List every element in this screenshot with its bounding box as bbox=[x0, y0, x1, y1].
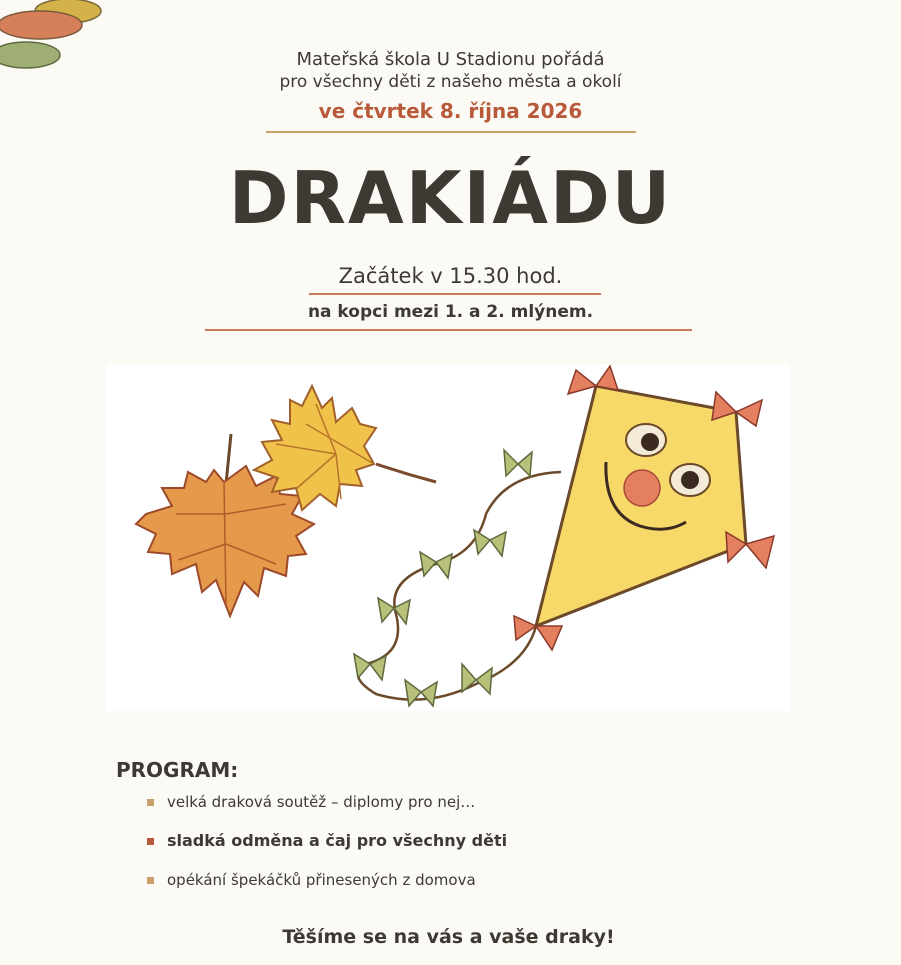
header bbox=[0, 48, 901, 133]
list-item bbox=[147, 870, 507, 909]
start-time: Začátek v 15.30 hod. bbox=[338, 264, 563, 288]
program-heading: PROGRAM: bbox=[116, 758, 239, 782]
square-bullet-icon bbox=[147, 838, 154, 845]
closing-message: Těšíme se na vás a vaše draky! bbox=[282, 926, 615, 948]
event-location: na kopci mezi 1. a 2. mlýnem. bbox=[307, 302, 594, 322]
list-item bbox=[147, 831, 507, 870]
kite-tail-bows-icon bbox=[354, 450, 561, 706]
program-list bbox=[147, 792, 507, 909]
event-title: DRAKIÁDU bbox=[228, 156, 673, 240]
square-bullet-icon bbox=[147, 877, 154, 884]
smiling-kite-icon bbox=[514, 366, 774, 650]
illustration bbox=[106, 364, 790, 711]
event-date: ve čtvrtek 8. října 2026 bbox=[318, 99, 583, 123]
start-divider bbox=[309, 293, 601, 295]
organizer-line: Mateřská škola U Stadionu pořádá bbox=[296, 49, 605, 70]
program-item-text: velká draková soutěž – diplomy pro nej… bbox=[167, 793, 476, 811]
program-item-text: sladká odměna a čaj pro všechny děti bbox=[167, 831, 508, 850]
invite-line: pro všechny děti z našeho města a okolí bbox=[279, 72, 622, 92]
yellow-maple-leaf-icon bbox=[254, 386, 436, 510]
date-divider bbox=[266, 131, 636, 133]
square-bullet-icon bbox=[147, 799, 154, 806]
program-item-text: opékání špekáčků přinesených z domova bbox=[167, 871, 476, 889]
location-divider bbox=[205, 329, 692, 331]
list-item bbox=[147, 792, 507, 831]
